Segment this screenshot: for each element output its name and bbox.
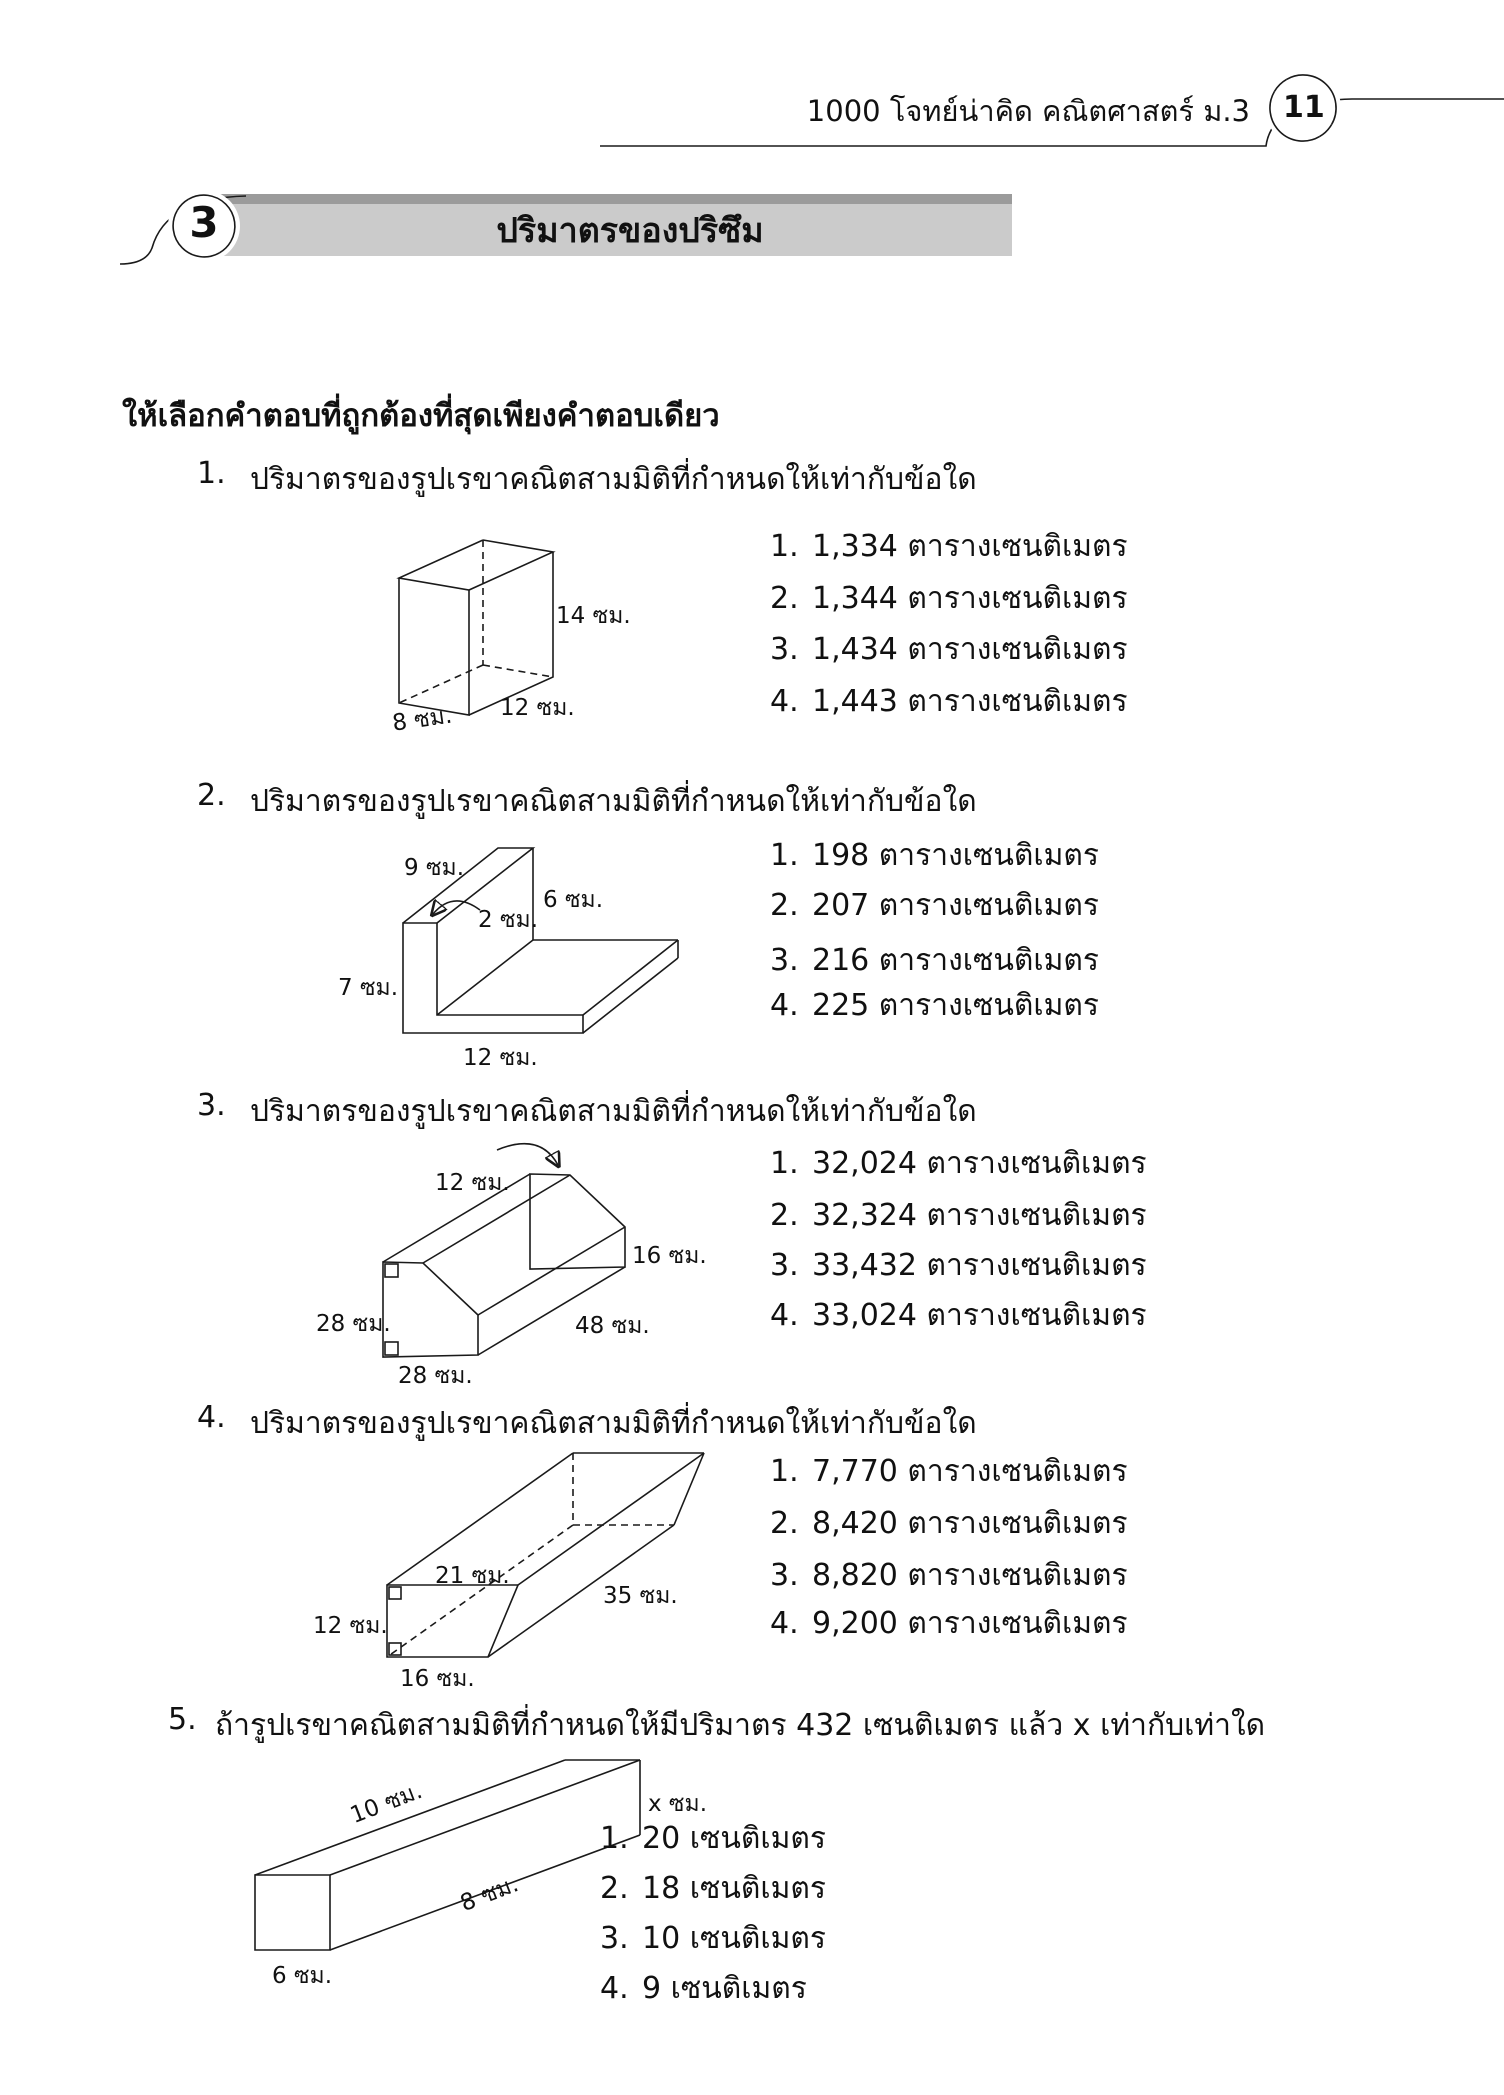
- fig5-front-width-label: 6 ซม.: [272, 1963, 333, 1989]
- fig1-height-label: 14 ซม.: [556, 603, 631, 629]
- q5-choice-3: 3. 10 เซนติเมตร: [600, 1921, 826, 1956]
- fig2-bottom-label: 12 ซม.: [463, 1045, 538, 1071]
- instruction-text: ให้เลือกคำตอบที่ถูกต้องที่สุดเพียงคำตอบเดียว: [122, 398, 720, 434]
- question-2-number: 2.: [197, 778, 226, 813]
- fig2-right-label: 6 ซม.: [543, 887, 604, 913]
- q1-choice-4: 4. 1,443 ตารางเซนติเมตร: [770, 684, 1128, 719]
- q2-choice-2: 2. 207 ตารางเซนติเมตร: [770, 888, 1099, 923]
- fig3-top-label: 12 ซม.: [435, 1170, 510, 1196]
- section-title: ปริมาตรของปริซึม: [496, 211, 764, 251]
- question-1-number: 1.: [197, 456, 226, 491]
- q2-choice-4: 4. 225 ตารางเซนติเมตร: [770, 988, 1099, 1023]
- q1-choice-3: 3. 1,434 ตารางเซนติเมตร: [770, 632, 1128, 667]
- q5-choice-2: 2. 18 เซนติเมตร: [600, 1871, 826, 1906]
- q1-choice-2: 2. 1,344 ตารางเซนติเมตร: [770, 581, 1128, 616]
- fig2-top-label: 9 ซม.: [404, 855, 465, 881]
- section-number: 3: [189, 198, 219, 247]
- question-4-text: ปริมาตรของรูปเรขาคณิตสามมิติที่กำหนดให้เท่ากับข้อใด: [250, 1406, 977, 1441]
- q4-choice-3: 3. 8,820 ตารางเซนติเมตร: [770, 1558, 1128, 1593]
- fig1-depth-label: 12 ซม.: [500, 695, 575, 721]
- book-title: 1000 โจทย์น่าคิด คณิตศาสตร์ ม.3: [806, 94, 1250, 128]
- fig4-top-label: 21 ซม.: [435, 1563, 510, 1589]
- fig4-length-label: 35 ซม.: [603, 1583, 678, 1609]
- fig2-thickness-label: 2 ซม.: [478, 907, 539, 933]
- question-3-number: 3.: [197, 1088, 226, 1123]
- fig5-height-label: x ซม.: [648, 1791, 708, 1817]
- fig3-right-label: 16 ซม.: [632, 1243, 707, 1269]
- q4-choice-4: 4. 9,200 ตารางเซนติเมตร: [770, 1606, 1128, 1641]
- q3-choice-2: 2. 32,324 ตารางเซนติเมตร: [770, 1198, 1147, 1233]
- question-1-text: ปริมาตรของรูปเรขาคณิตสามมิติที่กำหนดให้เท่ากับข้อใด: [250, 462, 977, 497]
- fig3-left-label: 28 ซม.: [316, 1311, 391, 1337]
- fig4-bottom-label: 16 ซม.: [400, 1666, 475, 1692]
- q4-choice-1: 1. 7,770 ตารางเซนติเมตร: [770, 1454, 1128, 1489]
- q2-choice-1: 1. 198 ตารางเซนติเมตร: [770, 838, 1099, 873]
- q3-choice-4: 4. 33,024 ตารางเซนติเมตร: [770, 1298, 1147, 1333]
- fig3-length-label: 48 ซม.: [575, 1313, 650, 1339]
- question-2-text: ปริมาตรของรูปเรขาคณิตสามมิติที่กำหนดให้เท่ากับข้อใด: [250, 784, 977, 819]
- q5-choice-1: 1. 20 เซนติเมตร: [600, 1821, 826, 1856]
- fig1-width-label: 8 ซม.: [390, 702, 454, 737]
- fig5-side-edge-label: 8 ซม.: [456, 1871, 523, 1917]
- question-5-text: ถ้ารูปเรขาคณิตสามมิติที่กำหนดให้มีปริมาตร 432 เซนติเมตร แล้ว x เท่ากับเท่าใด: [215, 1708, 1266, 1743]
- question-4-number: 4.: [197, 1400, 226, 1435]
- q3-choice-3: 3. 33,432 ตารางเซนติเมตร: [770, 1248, 1147, 1283]
- figure-trapezoidal-prism: [360, 1445, 730, 1690]
- fig5-top-edge-label: 10 ซม.: [346, 1777, 426, 1829]
- page-number-badge: 11: [1283, 90, 1325, 125]
- q2-choice-3: 3. 216 ตารางเซนติเมตร: [770, 943, 1099, 978]
- q3-choice-1: 1. 32,024 ตารางเซนติเมตร: [770, 1146, 1147, 1181]
- q5-choice-4: 4. 9 เซนติเมตร: [600, 1971, 807, 2006]
- question-3-text: ปริมาตรของรูปเรขาคณิตสามมิติที่กำหนดให้เท่ากับข้อใด: [250, 1094, 977, 1129]
- fig2-left-label: 7 ซม.: [338, 975, 399, 1001]
- fig3-bottom-label: 28 ซม.: [398, 1363, 473, 1389]
- fig4-left-label: 12 ซม.: [313, 1613, 388, 1639]
- q1-choice-1: 1. 1,334 ตารางเซนติเมตร: [770, 529, 1128, 564]
- q4-choice-2: 2. 8,420 ตารางเซนติเมตร: [770, 1506, 1128, 1541]
- question-5-number: 5.: [168, 1702, 197, 1737]
